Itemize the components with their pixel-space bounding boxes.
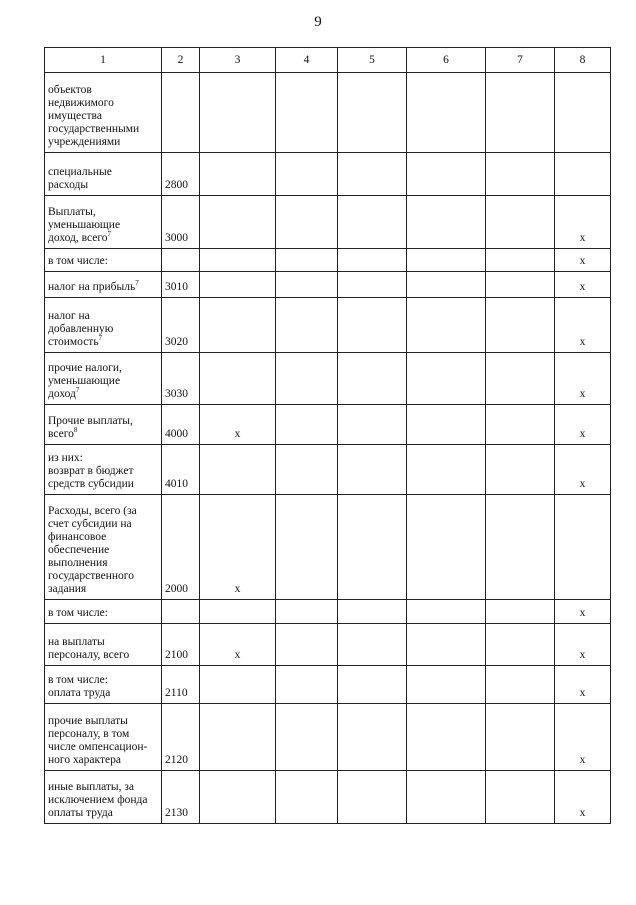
table-row [45,196,611,249]
value-cell-col3: x [200,405,276,445]
row-code [162,73,200,153]
value-cell-col5 [338,771,407,824]
row-label [45,666,162,704]
value-cell-col8: x [555,298,611,353]
value-cell-col7 [486,445,555,495]
column-header: 2 [162,48,200,73]
row-label-line: недвижимого [48,97,114,109]
table-body [45,73,611,824]
footnote-mark: 7 [98,334,103,343]
value-cell-col7 [486,600,555,624]
value-cell-col6 [407,600,486,624]
column-header: 1 [45,48,162,73]
row-label-line: оплата труда [48,687,111,699]
table-row [45,445,611,495]
value-cell-col7 [486,249,555,272]
value-cell-col4 [276,666,338,704]
row-label [45,298,162,353]
value-cell-col7 [486,624,555,666]
value-cell-col4 [276,249,338,272]
row-label-line: всего [48,428,74,440]
row-label-line: ного характера [48,754,121,766]
value-cell-col3 [200,272,276,298]
value-cell-col3 [200,73,276,153]
row-label [45,196,162,249]
value-cell-col7 [486,298,555,353]
table-row [45,771,611,824]
value-cell-col3 [200,249,276,272]
value-cell-col3: x [200,624,276,666]
table-row [45,353,611,405]
value-cell-col8: x [555,353,611,405]
row-label [45,600,162,624]
row-label [45,153,162,196]
row-label-line: объектов [48,84,92,96]
row-code: 2100 [162,624,200,666]
value-cell-col4 [276,704,338,771]
value-cell-col8: x [555,624,611,666]
value-cell-col6 [407,445,486,495]
value-cell-col6 [407,666,486,704]
value-cell-col8: x [555,249,611,272]
row-label-line: доход, всего [48,232,108,244]
value-cell-col8: x [555,600,611,624]
row-label [45,249,162,272]
value-cell-col3 [200,771,276,824]
column-header: 7 [486,48,555,73]
value-cell-col4 [276,298,338,353]
column-number-row [45,48,611,73]
row-label [45,73,162,153]
row-code: 3020 [162,298,200,353]
row-label-line: добавленную [48,323,114,335]
row-label-line: стоимость [48,336,99,348]
value-cell-col6 [407,249,486,272]
value-cell-col6 [407,405,486,445]
row-label-line: специальные [48,166,112,178]
row-label-line: Расходы, всего (за [48,505,137,517]
row-label-line: налог на прибыль [48,281,136,293]
row-code: 4010 [162,445,200,495]
value-cell-col5 [338,445,407,495]
value-cell-col7 [486,272,555,298]
value-cell-col3 [200,298,276,353]
row-label-line: персоналу, в том [48,728,130,740]
value-cell-col5 [338,666,407,704]
row-label [45,445,162,495]
value-cell-col5 [338,153,407,196]
row-label-line: выполнения [48,557,108,569]
value-cell-col4 [276,73,338,153]
row-label-line: расходы [48,179,89,191]
table-row [45,624,611,666]
row-label-line: исключением фонда [48,794,148,806]
row-code: 3030 [162,353,200,405]
row-label-line: в том числе: [48,607,108,619]
row-label-line: в том числе: [48,674,108,686]
value-cell-col6 [407,353,486,405]
column-header: 5 [338,48,407,73]
value-cell-col8 [555,153,611,196]
row-label-line: доход [48,388,76,400]
table-row [45,704,611,771]
footnote-mark: 8 [73,426,78,435]
row-label-line: государственного [48,570,134,582]
row-label-line: обеспечение [48,544,110,556]
value-cell-col4 [276,196,338,249]
row-code: 2800 [162,153,200,196]
row-code: 3010 [162,272,200,298]
value-cell-col3 [200,353,276,405]
value-cell-col7 [486,666,555,704]
value-cell-col7 [486,196,555,249]
table-row [45,272,611,298]
value-cell-col8: x [555,405,611,445]
row-code [162,249,200,272]
value-cell-col3 [200,600,276,624]
value-cell-col5 [338,405,407,445]
value-cell-col6 [407,272,486,298]
value-cell-col4 [276,405,338,445]
table-row [45,405,611,445]
row-label-line: из них: [48,452,83,464]
value-cell-col3 [200,704,276,771]
value-cell-col8: x [555,771,611,824]
value-cell-col7 [486,704,555,771]
value-cell-col5 [338,600,407,624]
value-cell-col6 [407,153,486,196]
row-label-line: имущества [48,110,102,122]
row-label-line: прочие налоги, [48,362,122,374]
value-cell-col3 [200,445,276,495]
row-label [45,353,162,405]
row-label-line: задания [48,583,87,595]
row-label-line: средств субсидии [48,478,134,490]
value-cell-col8: x [555,445,611,495]
value-cell-col6 [407,298,486,353]
value-cell-col5 [338,704,407,771]
row-label-line: уменьшающие [48,375,121,387]
value-cell-col5 [338,353,407,405]
row-label-line: на выплаты [48,636,105,648]
table-row [45,666,611,704]
table-row [45,153,611,196]
footnote-mark: 7 [107,230,112,239]
row-label-line: иные выплаты, за [48,781,135,793]
column-header: 6 [407,48,486,73]
row-label-line: возврат в бюджет [48,465,134,477]
value-cell-col3 [200,666,276,704]
value-cell-col6 [407,73,486,153]
table-row [45,600,611,624]
row-label [45,495,162,600]
value-cell-col4 [276,771,338,824]
value-cell-col8: x [555,704,611,771]
value-cell-col7 [486,405,555,445]
row-label-line: налог на [48,310,90,322]
value-cell-col8: x [555,196,611,249]
value-cell-col3 [200,196,276,249]
value-cell-col6 [407,704,486,771]
row-code: 3000 [162,196,200,249]
value-cell-col5 [338,73,407,153]
row-label [45,771,162,824]
value-cell-col6 [407,624,486,666]
value-cell-col8: x [555,272,611,298]
value-cell-col8 [555,73,611,153]
row-code [162,600,200,624]
row-code: 2000 [162,495,200,600]
table-row [45,249,611,272]
value-cell-col4 [276,353,338,405]
row-label [45,704,162,771]
table-row [45,495,611,600]
value-cell-col7 [486,73,555,153]
value-cell-col8 [555,495,611,600]
row-label-line: государственными [48,123,140,135]
row-label-line: учреждениями [48,136,121,148]
row-label-line: Выплаты, [48,206,96,218]
column-header: 4 [276,48,338,73]
footnote-mark: 7 [75,386,80,395]
financial-plan-table [44,47,611,824]
value-cell-col4 [276,624,338,666]
value-cell-col4 [276,153,338,196]
value-cell-col7 [486,153,555,196]
row-code: 2130 [162,771,200,824]
column-header: 3 [200,48,276,73]
table-row [45,73,611,153]
row-label-line: прочие выплаты [48,715,128,727]
row-label-line: уменьшающие [48,219,121,231]
row-label-line: числе омпенсацион- [48,741,148,753]
row-label-line: персоналу, всего [48,649,130,661]
value-cell-col6 [407,196,486,249]
value-cell-col3: x [200,495,276,600]
row-code: 2120 [162,704,200,771]
row-label-line: в том числе: [48,255,108,267]
page-number: 9 [314,14,322,30]
row-label-line: оплаты труда [48,807,113,819]
value-cell-col4 [276,600,338,624]
value-cell-col5 [338,272,407,298]
value-cell-col8: x [555,666,611,704]
value-cell-col4 [276,272,338,298]
value-cell-col5 [338,249,407,272]
value-cell-col7 [486,353,555,405]
value-cell-col5 [338,624,407,666]
row-label [45,624,162,666]
value-cell-col7 [486,771,555,824]
value-cell-col5 [338,298,407,353]
value-cell-col4 [276,445,338,495]
row-label-line: Прочие выплаты, [48,415,133,427]
value-cell-col4 [276,495,338,600]
row-label [45,405,162,445]
value-cell-col3 [200,153,276,196]
footnote-mark: 7 [135,279,139,288]
column-header: 8 [555,48,611,73]
row-label-line: счет субсидии на [48,518,132,530]
table-row [45,298,611,353]
value-cell-col5 [338,196,407,249]
value-cell-col6 [407,771,486,824]
row-label [45,272,162,298]
value-cell-col7 [486,495,555,600]
row-code: 4000 [162,405,200,445]
value-cell-col5 [338,495,407,600]
value-cell-col6 [407,495,486,600]
row-code: 2110 [162,666,200,704]
row-label-line: финансовое [48,531,107,543]
